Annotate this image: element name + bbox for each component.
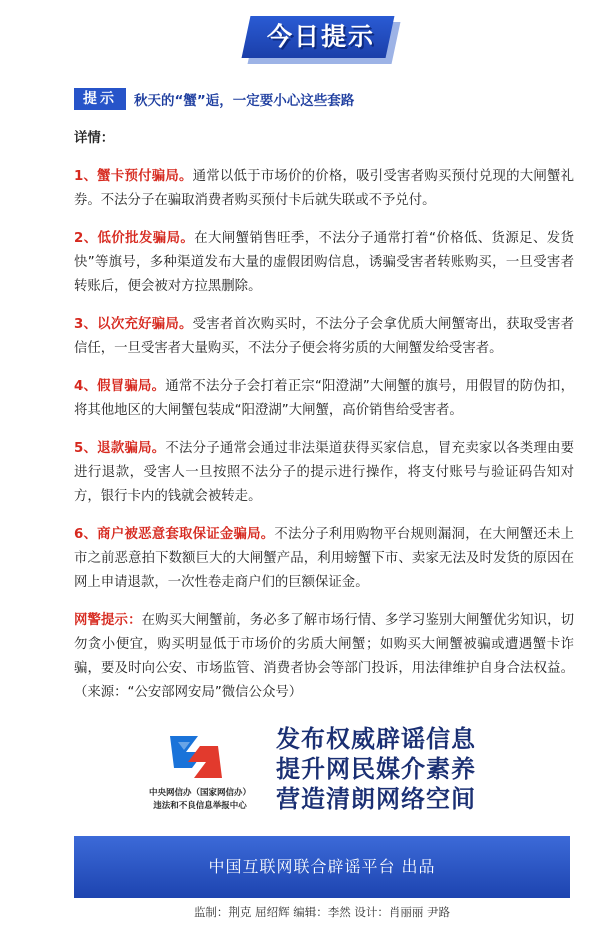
tip-tag: 提示 [74, 88, 126, 110]
slogan-group [276, 724, 516, 814]
scam-item-body: 不法分子利用购物平台规则漏洞，在大闸蟹还未上市之前恶意拍下数额巨大的大闸蟹产品，利用螃蟹下市、卖家无法及时发货的原因在网上申请退款，一次性卷走商户们的巨额保证金。 [74, 527, 574, 590]
scam-item-title: 2、低价批发骗局。 [74, 231, 195, 246]
logo-caption-2: 违法和不良信息举报中心 [153, 801, 247, 811]
police-alert [74, 609, 574, 705]
report-center-logo [140, 728, 260, 824]
scam-item [74, 313, 574, 361]
slogan-line: 营造清朗网络空间 [276, 784, 476, 813]
scam-item-title: 5、退款骗局。 [74, 441, 166, 456]
scam-item-title: 3、以次充好骗局。 [74, 317, 193, 332]
today-tip-banner [246, 16, 396, 64]
scam-item-title: 4、假冒骗局。 [74, 379, 166, 394]
article-body [74, 127, 574, 705]
headline-text: 秋天的“蟹”逅，一定要小心这些套路 [134, 93, 355, 109]
scam-item-body: 通常以低于市场价的价格，吸引受害者购买预付兑现的大闸蟹礼券。不法分子在骗取消费者购买预付卡后就失联或不予兑付。 [74, 169, 575, 208]
scam-item [74, 165, 574, 213]
scam-item [74, 375, 574, 423]
scam-item-body: 不法分子通常会通过非法渠道获得买家信息，冒充卖家以各类理由要进行退款，受害人一旦按照不法分子的提示进行操作，将支付账号与验证码告知对方，银行卡内的钱就会被转走。 [74, 441, 574, 504]
credits-line: 监制：荆克 屈绍辉 编辑：李然 设计：肖丽丽 尹路 [193, 905, 451, 919]
scam-item-body: 通常不法分子会打着正宗“阳澄湖”大闸蟹的旗号，用假冒的防伪扣，将其他地区的大闸蟹包装成“阳澄湖”大闸蟹，高价销售给受害者。 [74, 379, 574, 418]
details-label: 详情： [74, 131, 115, 146]
producer-bar: 中国互联网联合辟谣平台 出品 [74, 836, 570, 898]
report-center-logo-icon [164, 728, 228, 786]
scam-item [74, 523, 574, 595]
police-alert-title: 网警提示： [74, 613, 142, 628]
headline [74, 88, 354, 110]
scam-item [74, 227, 574, 299]
police-alert-body: 在购买大闸蟹前，务必多了解市场行情、多学习鉴别大闸蟹优劣知识，切勿贪小便宜，购买明显低于市场价的劣质大闸蟹；如购买大闸蟹被骗或遭遇蟹卡诈骗，要及时向公安、市场监管、消费者协会等部门投诉，用法律维护自身合法权益。（来源：“公安部网安局”微信公众号） [74, 613, 575, 700]
scam-item-title: 1、蟹卡预付骗局。 [74, 169, 193, 184]
scam-item-title: 6、商户被恶意套取保证金骗局。 [74, 527, 275, 542]
scam-item [74, 437, 574, 509]
logo-caption-1: 中央网信办（国家网信办） [148, 788, 251, 798]
slogan-line: 发布权威辟谣信息 [276, 724, 476, 753]
scam-item-body: 受害者首次购买时，不法分子会拿优质大闸蟹寄出，获取受害者信任，一旦受害者大量购买，不法分子便会将劣质的大闸蟹发给受害者。 [74, 317, 575, 356]
banner-title: 今日提示 [266, 22, 375, 51]
slogan-line: 提升网民媒介素养 [276, 754, 476, 783]
scam-item-body: 在大闸蟹销售旺季，不法分子通常打着“价格低、货源足、发货快”等旗号，多种渠道发布大量的虚假团购信息，诱骗受害者转账购买，一旦受害者转账后，便会被对方拉黑删除。 [74, 231, 574, 294]
